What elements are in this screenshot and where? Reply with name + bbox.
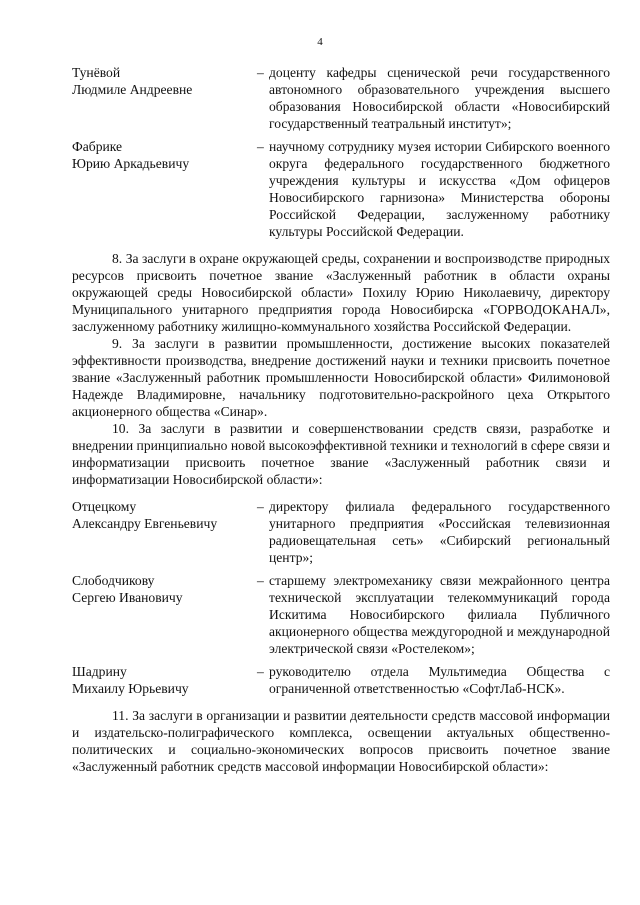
recipient-position: руководителю отдела Мультимедиа Общества с ограниченной ответственностью «СофтЛаб-НСК».: [269, 664, 610, 696]
award-recipient-shadrin: [72, 663, 610, 697]
paragraph-9: 9. За заслуги в развитии промышленности, достижение высоких показателей эффективности производства, внедрение достижений науки и техники присвоить почетное звание «Заслуженный работник промышленности Новосибирской области» Филимоновой Надежде Владимировне, начальнику подготовительно-раскройного цеха Открытого акционерного общества «Синар».: [72, 336, 610, 419]
dash-separator: –: [257, 664, 264, 679]
recipient-surname: Отцецкому: [72, 499, 137, 514]
award-recipient-tuneva: [72, 64, 610, 132]
recipient-surname: Фабрике: [72, 139, 123, 154]
recipient-position: старшему электромеханику связи межрайонного центра технической эксплуатации телекоммуникаций города Искитима Новосибирского филиала Публичного акционерного общества междугородной и международной электрической связи «Ростелеком»;: [269, 573, 610, 656]
recipient-name: [72, 138, 257, 240]
page-number: 4: [317, 36, 323, 48]
dash-separator: –: [257, 499, 264, 514]
recipient-position: доценту кафедры сценической речи государственного автономного образовательного учреждения высшего образования Новосибирской области «Новосибирский государственный театральный институт»;: [269, 65, 610, 131]
award-recipient-fabrika: [72, 138, 610, 240]
dash-separator: –: [257, 65, 264, 80]
dash-separator: –: [257, 139, 264, 154]
award-recipient-slobodchikov: [72, 572, 610, 657]
recipient-position: директору филиала федерального государственного унитарного предприятия «Российская телевизионная радиовещательная сеть» «Сибирский региональный центр»;: [269, 499, 610, 565]
recipient-name: [72, 663, 257, 697]
recipient-given-names: Людмиле Андреевне: [72, 82, 193, 97]
recipient-given-names: Михаилу Юрьевичу: [72, 681, 189, 696]
recipient-name: [72, 64, 257, 132]
recipient-surname: Шадрину: [72, 664, 127, 679]
recipient-given-names: Сергею Ивановичу: [72, 590, 183, 605]
recipient-position: научному сотруднику музея истории Сибирского военного округа федерального государственного бюджетного учреждения культуры и искусства «Дом офицеров Новосибирского гарнизона» Министерства обороны Российской Федерации, заслуженному работнику культуры Российской Федерации.: [269, 139, 610, 239]
paragraph-8: 8. За заслуги в охране окружающей среды, сохранении и воспроизводстве природных ресурсов присвоить почетное звание «Заслуженный работник в области охраны окружающей среды Новосибирской области» Похилу Юрию Николаевичу, директору Муниципального унитарного предприятия города Новосибирска «ГОРВОДОКАНАЛ», заслуженному работнику жилищно-коммунального хозяйства Российской Федерации.: [72, 251, 610, 334]
recipient-given-names: Юрию Аркадьевичу: [72, 156, 190, 171]
recipient-surname: Тунёвой: [72, 65, 121, 80]
recipient-surname: Слободчикову: [72, 573, 155, 588]
dash-separator: –: [257, 573, 264, 588]
paragraph-11: 11. За заслуги в организации и развитии деятельности средств массовой информации и издательско-полиграфического комплекса, освещении актуальных общественно-политических и социально-экономических вопросов присвоить почетное звание «Заслуженный работник средств массовой информации Новосибирской области»:: [72, 708, 610, 774]
recipient-given-names: Александру Евгеньевичу: [72, 516, 218, 531]
recipient-name: [72, 572, 257, 657]
recipient-name: [72, 498, 257, 566]
document-body: [72, 64, 610, 775]
paragraph-10: 10. За заслуги в развитии и совершенствовании средств связи, разработке и внедрении принципиально новой высокоэффективной техники и технологий в сфере связи и информатизации присвоить почетное звание «Заслуженный работник связи и информатизации Новосибирской области»:: [72, 421, 610, 487]
award-recipient-otsetsky: [72, 498, 610, 566]
